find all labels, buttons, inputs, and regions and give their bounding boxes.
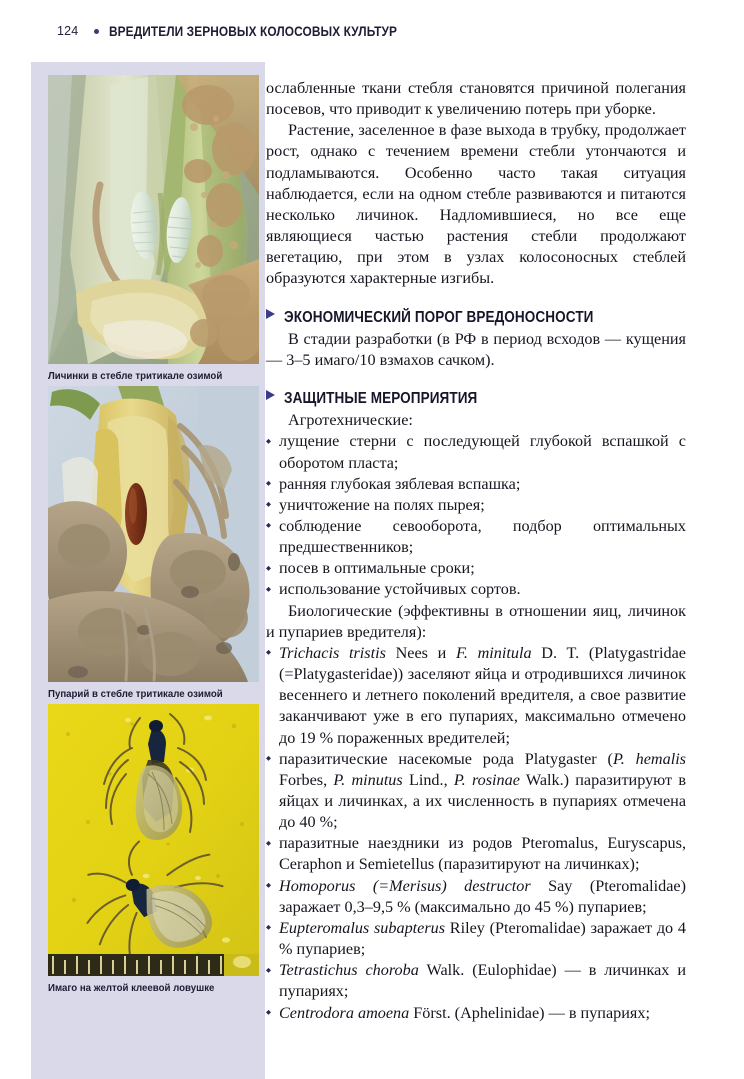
list-item: ◆ посев в оптимальные сроки; (266, 558, 686, 579)
photo-larvae-artwork (48, 75, 259, 364)
list-item (266, 960, 686, 1002)
paragraph-continuation: ослабленные ткани стебля становятся причиной полегания посевов, что приводит к увеличению потерь при уборке. (266, 79, 686, 119)
subhead-biological: Биологические (эффективны в отношении яиц, личинок и пупариев вредителя): (266, 601, 686, 641)
heading-protective-measures (266, 388, 686, 409)
list-item: ◆ лущение стерни с последующей глубокой вспашкой с оборотом пласта; (266, 431, 686, 473)
list-item: ◆ ранняя глубокая зяблевая вспашка; (266, 474, 686, 495)
species-name: Trichacis tristis (279, 643, 386, 662)
list-item: ◆ уничтожение на полях пырея; (266, 495, 686, 516)
body-text-column (266, 78, 686, 1024)
photo-puparium-in-winter-triticale-stem (48, 386, 259, 682)
list-item (266, 876, 686, 918)
photo-imago-on-yellow-sticky-trap (48, 704, 259, 976)
figure-puparium-in-stem (48, 386, 259, 704)
heading-economic-threshold (266, 307, 686, 328)
list-item (266, 1003, 686, 1024)
triangle-marker-icon (266, 390, 275, 400)
list-item (266, 918, 686, 960)
species-name: Centrodora amoena (279, 1003, 410, 1022)
list-item-text: D. T. (Platygastridae (=Platygasteridae)) заселяют яйца и отродившихся личинок весеннего и летнего поколений вредителя, а свое развитие заканчивают уже в его пупариях, максимально отмечено до 19 % пораженных вредителей; (279, 643, 686, 747)
species-name: Tetrastichus choroba (279, 961, 419, 980)
list-item: ◆ использование устойчивых сортов. (266, 579, 686, 600)
paragraph-plant-growth: Растение, заселенное в фазе выхода в трубку, продолжает рост, однако с течением времени стебли утончаются и подламываются. Особенно часто такая ситуация наблюдается, если на одном стебле развиваются и питаются несколько личинок. Надломившиеся, но все еще являющиеся частью растения стебли продолжают вегетацию, при этом в узлах колосоносных стеблей образуются характерные изгибы. (266, 121, 686, 288)
page-number: 124 (57, 24, 79, 38)
subhead-agrotechnical: Агротехнические: (288, 411, 413, 430)
list-item-text: Forbes, (279, 770, 334, 789)
list-biological-agents (266, 643, 686, 1024)
figure-caption: Личинки в стебле тритикале озимой (48, 371, 223, 382)
heading-label: ЭКОНОМИЧЕСКИЙ ПОРОГ ВРЕДОНОСНОСТИ (284, 308, 594, 326)
triangle-marker-icon (266, 309, 275, 319)
header-dot-icon (94, 29, 99, 34)
photo-puparium-artwork (48, 386, 259, 682)
photo-imago-artwork (48, 704, 259, 976)
paragraph-threshold: В стадии разработки (в РФ в период всходов — кущения — 3–5 имаго/10 взмахов сачком). (266, 329, 686, 369)
figure-caption: Имаго на желтой клеевой ловушке (48, 983, 215, 994)
list-item-text: Say (Pteromalidae) заражает 0,3–9,5 % (максимально до 45 %) пупариев; (279, 876, 687, 916)
illustration-column (48, 75, 259, 998)
species-name: Homoporus (=Merisus) destructor (279, 876, 531, 895)
list-item-text: Walk. (Eulophidae) — в личинках и пупариях; (279, 961, 686, 1001)
species-name: P. hemalis (612, 749, 686, 768)
list-item-text: Riley (Pteromalidae) заражает до 4 % пупариев; (279, 918, 686, 959)
species-name: F. minitula (456, 643, 532, 662)
list-item-text: паразитические насекомые рода Platygaster ( (279, 749, 613, 768)
figure-caption: Пупарий в стебле тритикале озимой (48, 689, 223, 700)
list-item-text: Först. (Aphelinidae) — в пупариях; (409, 1003, 650, 1022)
list-agrotechnical-measures (266, 431, 686, 600)
list-item-text: Walk.) паразитируют в яйцах и личинках, а их численность в пупариях отмечена до 40 %; (279, 770, 686, 832)
species-name: P. rosinae (453, 770, 520, 789)
list-item-text: Nees и (385, 643, 457, 662)
list-item-text: паразитные наездники из родов Pteromalus, Euryscapus, Ceraphon и Semietellus (паразитируют на личинках); (279, 834, 686, 874)
photo-larvae-in-winter-triticale-stem (48, 75, 259, 364)
page-header (0, 0, 744, 62)
figure-larvae-in-stem (48, 75, 259, 386)
figure-imago-on-trap (48, 704, 259, 998)
list-item: ◆ соблюдение севооборота, подбор оптимальных предшественников; (266, 516, 686, 558)
list-item-text: Lind., (402, 770, 454, 789)
list-item (266, 749, 686, 834)
heading-label: ЗАЩИТНЫЕ МЕРОПРИЯТИЯ (284, 390, 478, 408)
list-item (266, 833, 686, 875)
species-name: P. minutus (333, 770, 403, 789)
running-title: ВРЕДИТЕЛИ ЗЕРНОВЫХ КОЛОСОВЫХ КУЛЬТУР (109, 23, 398, 39)
list-item (266, 643, 686, 749)
species-name: Eupteromalus subapterus (279, 918, 446, 937)
